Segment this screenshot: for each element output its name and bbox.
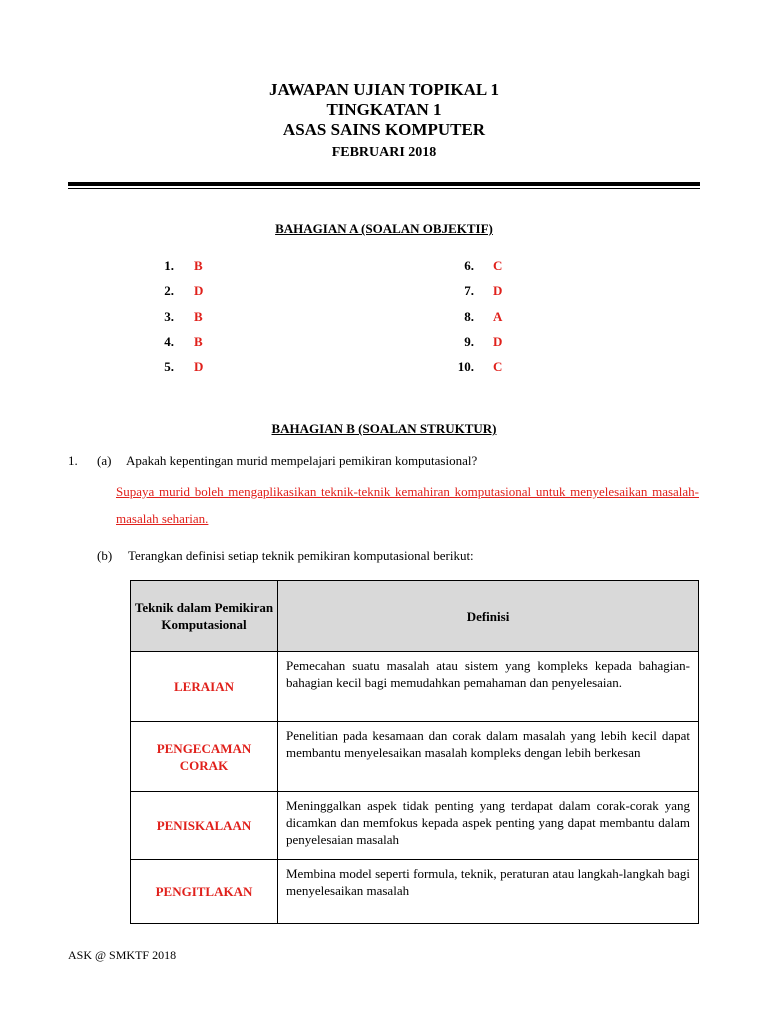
- technique-term: PENGECAMAN CORAK: [131, 722, 278, 792]
- section-a-title: BAHAGIAN A (SOALAN OBJEKTIF): [275, 221, 493, 236]
- answer-number: 6.: [464, 258, 474, 273]
- answer-number: 1.: [164, 258, 174, 273]
- question-b-label: (b): [97, 548, 113, 563]
- question-a-label: (a): [97, 453, 112, 468]
- answer-letter: B: [194, 309, 203, 324]
- answer-letter: C: [493, 359, 503, 374]
- section-b-title: BAHAGIAN B (SOALAN STRUKTUR): [271, 421, 497, 436]
- column-header-definition: Definisi: [278, 581, 699, 652]
- answer-number: 3.: [164, 309, 174, 324]
- document-title: [0, 80, 768, 164]
- table-row: [131, 652, 699, 722]
- question-a-text: Apakah kepentingan murid mempelajari pemikiran komputasional?: [126, 453, 478, 468]
- answer-number: 4.: [164, 334, 174, 349]
- title-line-1: JAWAPAN UJIAN TOPIKAL 1: [268, 80, 499, 99]
- answer-letter: B: [194, 258, 203, 273]
- technique-definition: Pemecahan suatu masalah atau sistem yang kompleks kepada bahagian-bahagian kecil bagi memudahkan pemahaman dan penyelesaian.: [278, 652, 699, 722]
- page-footer: ASK @ SMKTF 2018: [68, 948, 177, 962]
- answer-number: 9.: [464, 334, 474, 349]
- definition-table: [130, 580, 699, 924]
- header-divider-thick: [68, 182, 700, 186]
- answer-letter: B: [194, 334, 203, 349]
- technique-definition: Penelitian pada kesamaan dan corak dalam masalah yang lebih kecil dapat membantu menyelesaikan masalah kompleks dengan lebih berkesan: [278, 722, 699, 792]
- answer-number: 7.: [464, 283, 474, 298]
- question-a-answer: Supaya murid boleh mengaplikasikan teknik-teknik kemahiran komputasional untuk menyelesaikan masalah-masalah seharian.: [116, 484, 699, 526]
- answer-number: 2.: [164, 283, 174, 298]
- table-row: [131, 722, 699, 792]
- technique-term: LERAIAN: [131, 652, 278, 722]
- answer-letter: D: [194, 359, 204, 374]
- column-header-technique: Teknik dalam Pemikiran Komputasional: [131, 581, 278, 652]
- header-divider-thin: [68, 188, 700, 189]
- answer-letter: A: [493, 309, 503, 324]
- table-header-row: [131, 581, 699, 652]
- technique-definition: Membina model seperti formula, teknik, peraturan atau langkah-langkah bagi menyelesaikan masalah: [278, 860, 699, 924]
- answer-letter: C: [493, 258, 503, 273]
- question-b-text: Terangkan definisi setiap teknik pemikiran komputasional berikut:: [128, 548, 474, 563]
- technique-definition: Meninggalkan aspek tidak penting yang terdapat dalam corak-corak yang dicamkan dan memfokus kepada aspek penting yang dapat membantu dalam penyelesaian masalah: [278, 792, 699, 860]
- title-line-2: TINGKATAN 1: [326, 100, 442, 119]
- question-number: 1.: [68, 453, 78, 468]
- answer-number: 5.: [164, 359, 174, 374]
- technique-term: PENGITLAKAN: [131, 860, 278, 924]
- answer-number: 8.: [464, 309, 474, 324]
- answer-letter: D: [493, 283, 503, 298]
- table-row: [131, 792, 699, 860]
- table-row: [131, 860, 699, 924]
- title-line-3: ASAS SAINS KOMPUTER: [282, 120, 486, 139]
- title-date: FEBRUARI 2018: [331, 145, 437, 160]
- answer-letter: D: [194, 283, 204, 298]
- answer-letter: D: [493, 334, 503, 349]
- technique-term: PENISKALAAN: [131, 792, 278, 860]
- answer-number: 10.: [457, 359, 474, 374]
